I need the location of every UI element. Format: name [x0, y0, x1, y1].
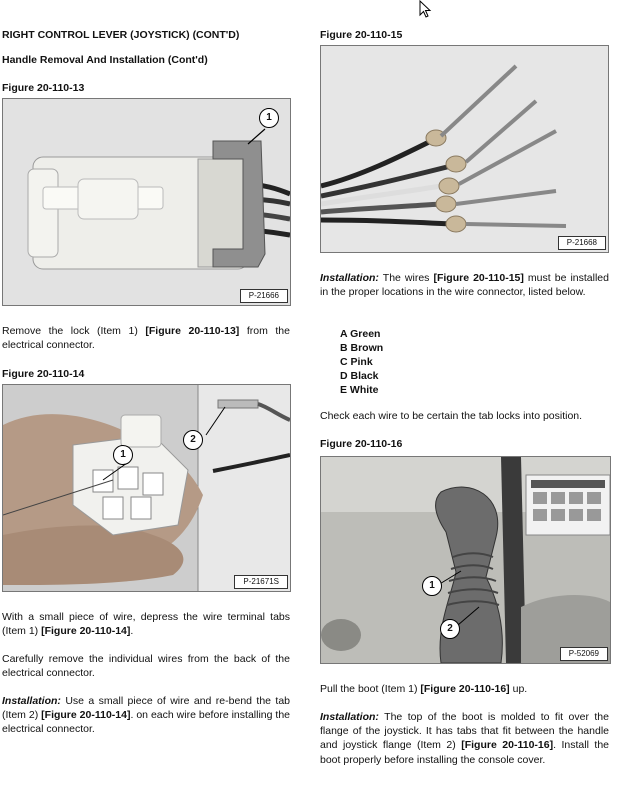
wire-item-d: D Black [340, 370, 379, 382]
figure-14-label: Figure 20-110-14 [2, 368, 85, 380]
paragraph-remove-wires: Carefully remove the individual wires from the back of the electrical connector. [2, 653, 290, 680]
figure-15-label: Figure 20-110-15 [320, 29, 403, 41]
paragraph-installation-rebend: Installation: Use a small piece of wire and re-bend the tab (Item 2) [Figure 20-110-14]. on each wire before installing the electrical connector. [2, 695, 290, 736]
figure-14-part-number: P-21671S [234, 575, 288, 589]
wire-item-c: C Pink [340, 356, 373, 368]
paragraph-installation-wires: Installation: The wires [Figure 20-110-15] must be installed in the proper locations in the wire connector, listed below. [320, 272, 609, 299]
wire-color-list [340, 327, 383, 397]
figure-16-callout-1: 1 [422, 576, 442, 596]
figure-14-image [2, 384, 291, 592]
paragraph-remove-lock: Remove the lock (Item 1) [Figure 20-110-13] from the electrical connector. [2, 325, 290, 352]
figure-16-callout-2: 2 [440, 619, 460, 639]
figure-13-label: Figure 20-110-13 [2, 82, 85, 94]
paragraph-installation-boot: Installation: The top of the boot is molded to fit over the flange of the joystick. It has tabs that fit between the handle and joystick flange (Item 2) [Figure 20-110-16]. Install the boot properly before installing the console cover. [320, 711, 610, 766]
figure-13-image [2, 98, 291, 306]
section-subtitle: Handle Removal And Installation (Cont'd) [2, 54, 208, 66]
figure-13-part-number: P-21666 [240, 289, 288, 303]
mouse-cursor-icon [419, 0, 433, 20]
figure-16-part-number: P-52069 [560, 647, 608, 661]
figure-16-image [320, 456, 611, 664]
figure-15-part-number: P-21668 [558, 236, 606, 250]
wire-item-b: B Brown [340, 342, 384, 354]
figure-14-callout-2: 2 [183, 430, 203, 450]
wire-item-a: A Green [340, 328, 381, 340]
figure-16-label: Figure 20-110-16 [320, 438, 403, 450]
paragraph-depress-tabs: With a small piece of wire, depress the wire terminal tabs (Item 1) [Figure 20-110-14]. [2, 611, 290, 638]
figure-13-callout-1: 1 [259, 108, 279, 128]
figure-14-callout-1: 1 [113, 445, 133, 465]
paragraph-check-tabs: Check each wire to be certain the tab locks into position. [320, 410, 583, 422]
figure-15-image [320, 45, 609, 253]
paragraph-pull-boot: Pull the boot (Item 1) [Figure 20-110-16] up. [320, 683, 528, 695]
wire-item-e: E White [340, 384, 379, 396]
section-title: RIGHT CONTROL LEVER (JOYSTICK) (CONT'D) [2, 29, 240, 41]
